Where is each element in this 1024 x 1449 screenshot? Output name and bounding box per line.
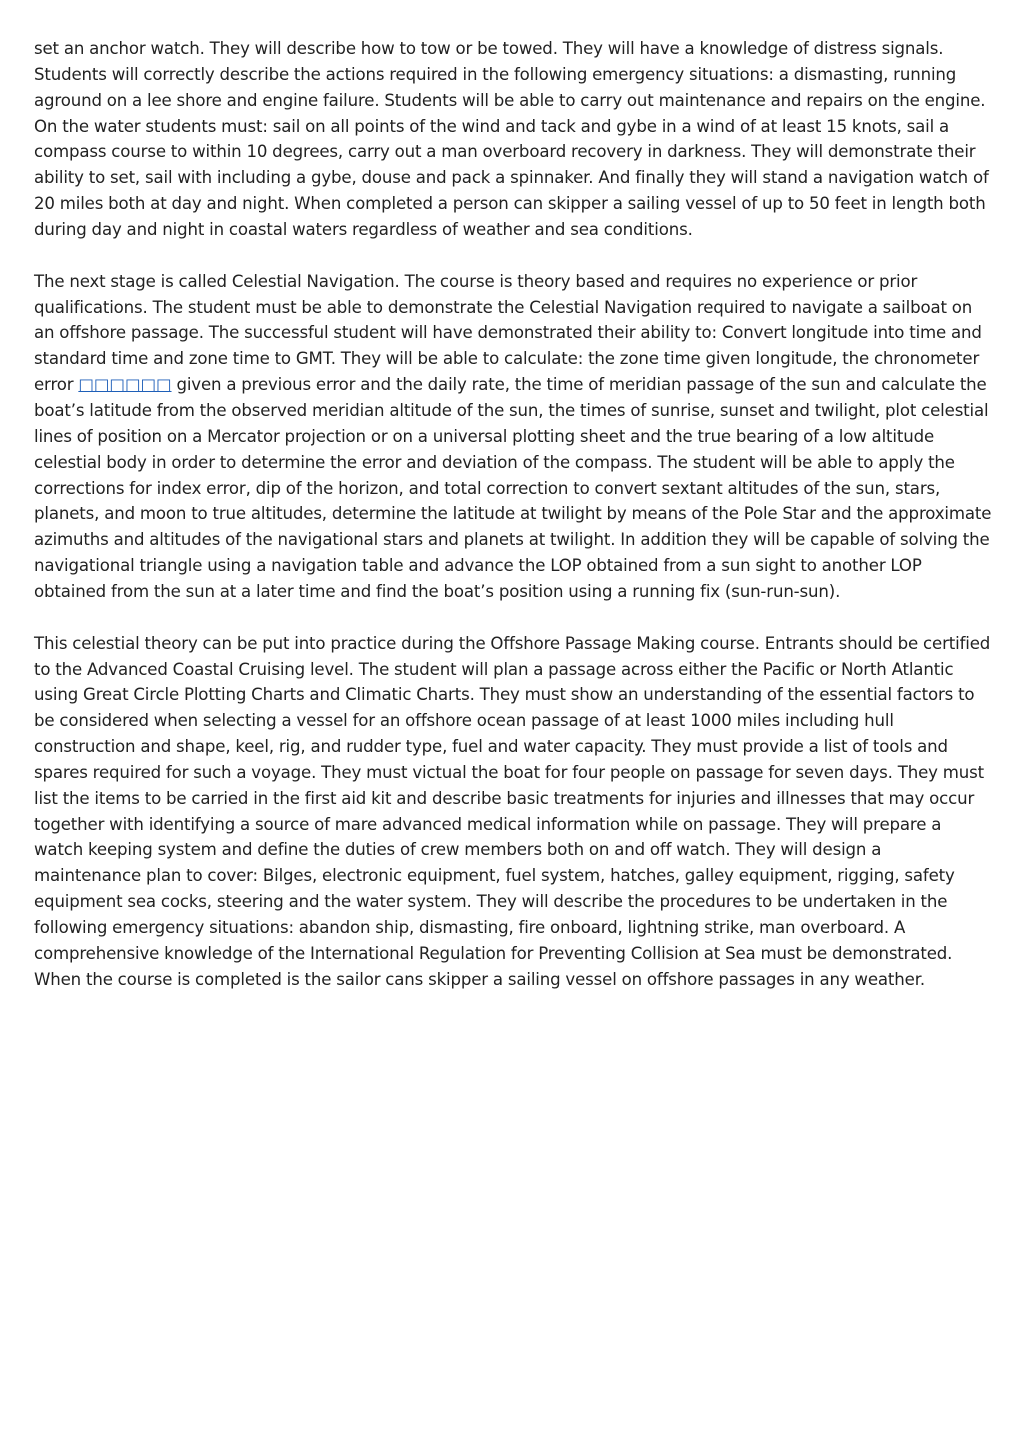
paragraph-coastal-skills: set an anchor watch. They will describe how to tow or be towed. They will have a knowledge of distress signals. Students will correctly describe the actions required in the following emergency situations: a dismasting, running aground on a lee shore and engine failure. Students will be able to carry out maintenance and repairs on the engine. On the water students must: sail on all points of the wind and tack and gybe in a wind of at least 15 knots, sail a compass course to within 10 degrees, carry out a man overboard recovery in darkness. They will demonstrate their ability to set, sail with including a gybe, douse and pack a spinnaker. And finally they will stand a navigation watch of 20 miles both at day and night. When completed a person can skipper a sailing vessel of up to 50 feet in length both during day and night in coastal waters regardless of weather and sea conditions.	[34, 39, 989, 239]
document-body	[34, 36, 992, 993]
inline-link[interactable]: □□□□□□	[78, 375, 172, 395]
paragraph-text-after-link: given a previous error and the daily rate, the time of meridian passage of the sun and calculate the boat’s latitude from the observed meridian altitude of the sun, the times of sunrise, sunset and twilight, plot celestial lines of position on a Mercator projection or on a universal plotting sheet and the true bearing of a low altitude celestial body in order to determine the error and deviation of the compass. The student will be able to apply the corrections for index error, dip of the horizon, and total correction to convert sextant altitudes of the sun, stars, planets, and moon to true altitudes, determine the latitude at twilight by means of the Pole Star and the approximate azimuths and altitudes of the navigational stars and planets at twilight. In addition they will be capable of solving the navigational triangle using a navigation table and advance the LOP obtained from a sun sight to another LOP obtained from the sun at a later time and find the boat’s position using a running fix (sun-run-sun).	[34, 375, 992, 601]
paragraph-offshore-passage: This celestial theory can be put into practice during the Offshore Passage Making course. Entrants should be certified to the Advanced Coastal Cruising level. The student will plan a passage across either the Pacific or North Atlantic using Great Circle Plotting Charts and Climatic Charts. They must show an understanding of the essential factors to be considered when selecting a vessel for an offshore ocean passage of at least 1000 miles including hull construction and shape, keel, rig, and rudder type, fuel and water capacity. They must provide a list of tools and spares required for such a voyage. They must victual the boat for four people on passage for seven days. They must list the items to be carried in the first aid kit and describe basic treatments for injuries and illnesses that may occur together with identifying a source of mare advanced medical information while on passage. They will prepare a watch keeping system and define the duties of crew members both on and off watch. They will design a maintenance plan to cover: Bilges, electronic equipment, fuel system, hatches, galley equipment, rigging, safety equipment sea cocks, steering and the water system. They will describe the procedures to be undertaken in the following emergency situations: abandon ship, dismasting, fire onboard, lightning strike, man overboard. A comprehensive knowledge of the International Regulation for Preventing Collision at Sea must be demonstrated. When the course is completed is the sailor cans skipper a sailing vessel on offshore passages in any weather.	[34, 633, 991, 989]
paragraph-text-before-link: The next stage is called Celestial Navigation. The course is theory based and requires no experience or prior qualifications. The student must be able to demonstrate the Celestial Navigation required to navigate a sailboat on an offshore passage. The successful student will have demonstrated their ability to: Convert longitude into time and standard time and zone time to GMT. They will be able to calculate: the zone time given longitude, the chronometer error	[34, 271, 982, 395]
paragraph-celestial-navigation	[34, 269, 992, 605]
